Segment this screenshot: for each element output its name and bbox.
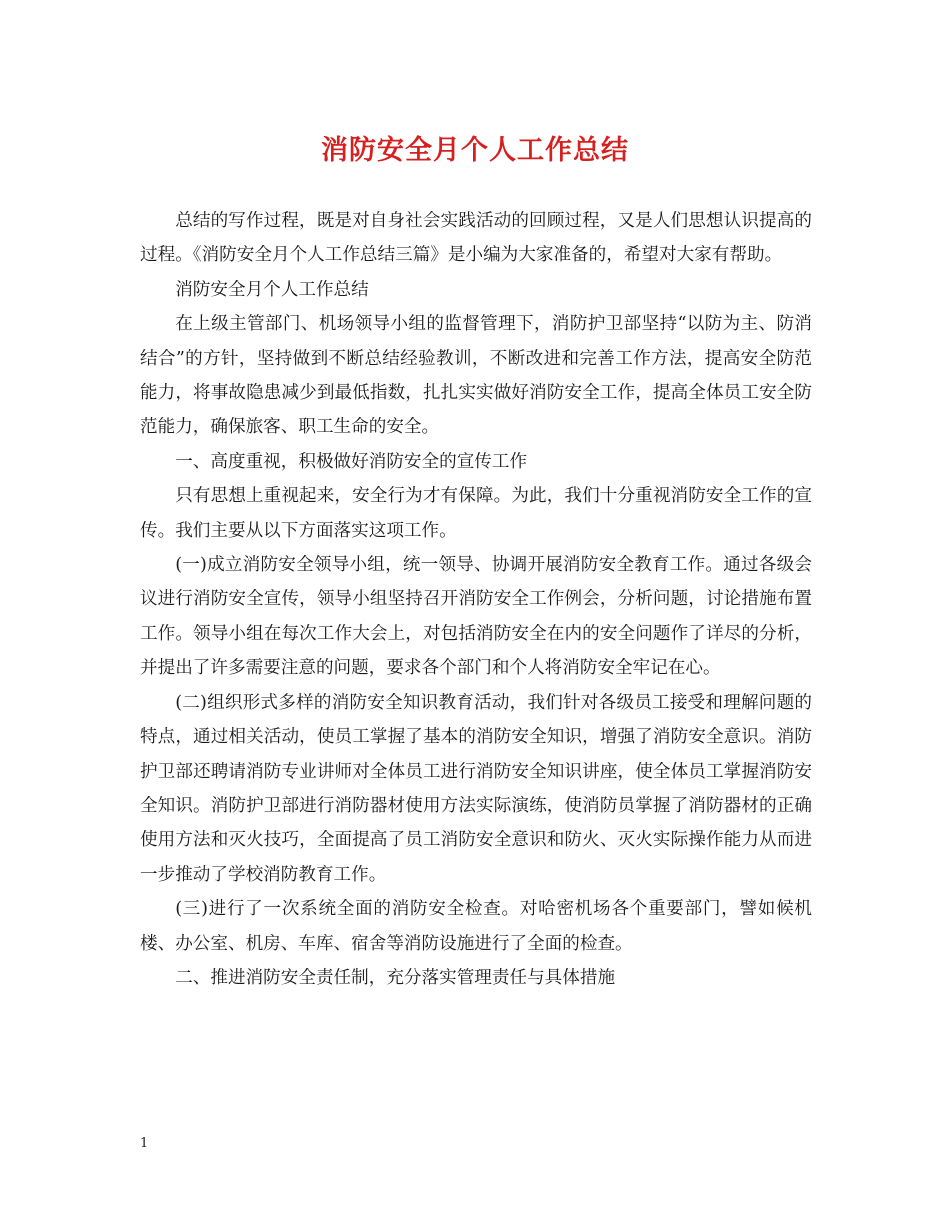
body-paragraph: (二)组织形式多样的消防安全知识教育活动，我们针对各级员工接受和理解问题的特点，通过相关活动，使员工掌握了基本的消防安全知识，增强了消防安全意识。消防护卫部还聘请消防专业讲师对全体员工进行消防安全知识讲座，使全体员工掌握消防安全知识。消防护卫部进行消防器材使用方法实际演练，使消防员掌握了消防器材的正确使用方法和灭火技巧，全面提高了员工消防安全意识和防火、灭火实际操作能力从而进一步推动了学校消防教育工作。	[140, 692, 812, 885]
body-paragraph: 在上级主管部门、机场领导小组的监督管理下，消防护卫部坚持“以防为主、防消结合”的方针，坚持做到不断总结经验教训，不断改进和完善工作方法，提高安全防范能力，将事故隐患减少到最低指数，扎扎实实做好消防安全工作，提高全体员工安全防范能力，确保旅客、职工生命的安全。	[140, 314, 812, 438]
body-paragraph: (一)成立消防安全领导小组，统一领导、协调开展消防安全教育工作。通过各级会议进行消防安全宣传，领导小组坚持召开消防安全工作例会，分析问题，讨论措施布置工作。领导小组在每次工作大会上，对包括消防安全在内的安全问题作了详尽的分析，并提出了许多需要注意的问题，要求各个部门和个人将消防安全牢记在心。	[140, 555, 812, 679]
intro-paragraph: 总结的写作过程，既是对自身社会实践活动的回顾过程，又是人们思想认识提高的过程。《消防安全月个人工作总结三篇》是小编为大家准备的，希望对大家有帮助。	[140, 211, 812, 266]
subtitle-paragraph: 消防安全月个人工作总结	[175, 279, 369, 300]
section-heading: 一、高度重视，积极做好消防安全的宣传工作	[175, 451, 528, 472]
page-number: 1	[140, 1136, 149, 1151]
document-title: 消防安全月个人工作总结	[321, 135, 629, 166]
section-heading: 二、推进消防安全责任制，充分落实管理责任与具体措施	[175, 967, 616, 988]
document-body	[140, 204, 812, 995]
body-paragraph: 只有思想上重视起来，安全行为才有保障。为此，我们十分重视消防安全工作的宣传。我们主要从以下方面落实这项工作。	[140, 486, 812, 541]
body-paragraph: (三)进行了一次系统全面的消防安全检查。对哈密机场各个重要部门，譬如候机楼、办公室、机房、车库、宿舍等消防设施进行了全面的检查。	[140, 899, 812, 954]
